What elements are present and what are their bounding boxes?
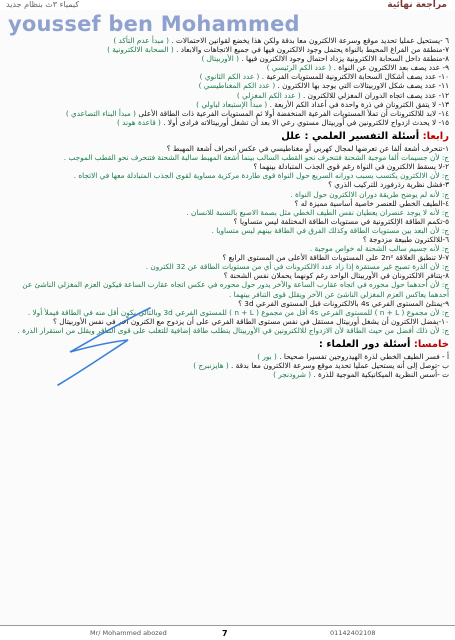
section-5-heading: [8, 340, 449, 349]
list-item: [8, 144, 449, 162]
item-answer: ( بور ): [257, 352, 277, 362]
list-item: [8, 217, 449, 235]
item-text: ٨-يتنافر الالكترونان في الأوربيتال الواحد رغم كونهما يحملان نفس الشحنة ؟: [223, 271, 449, 281]
item-answer: ( عدد الكم الرئيسي ): [266, 63, 332, 73]
item-text: ٩- عدد يصف بعد الالكترون عن النواة .: [333, 63, 449, 73]
list-item: [8, 118, 449, 127]
questions-content: [8, 36, 449, 379]
scientists-list: [8, 352, 449, 379]
item-text: ٨-منطقة داخل السحابة الالكترونية يزداد احتمال وجود الالكترون فيها .: [241, 54, 449, 64]
list-item: [8, 36, 449, 45]
item-text: ٢-لا يسقط الالكترون في النواة رغم قوى الجذب المتبادلة بينهما ؟: [253, 162, 449, 172]
item-answer: ج: لأن الذرة تصبح غير مستقرة إذا زاد عدد الالكترونات في أي من مستويات الطاقة عن 32 الكترون .: [145, 262, 449, 272]
item-answer: ج: لأن البعد بين مستويات الطاقة وكذلك الفرق في الطاقة بينهم ليس متساويا .: [211, 225, 449, 235]
list-item: [8, 317, 449, 335]
list-item: [8, 81, 449, 90]
page-header: [0, 0, 455, 10]
item-answer: ج: لأنه جسيم سالب الشحنة له خواص موجية .: [309, 244, 449, 254]
item-answer: ج: لأن جسيمات ألفا موجبة الشحنة فتنحرف نحو القطب السالب بينما أشعة المهبط سالبة الشحنة فتنحرف نحو القطب الموجب .: [63, 153, 449, 163]
item-answer: ج: لأنه لا يوجد عنصران يعطيان نفس الطيف الخطي مثل بصمة الاصبع بالنسبة للانسان .: [186, 207, 449, 217]
item-answer: ج: لأن الالكترون يكتسب بسبب دورانه السريع حول النواة قوى طاردة مركزية مساوية لقوى الجذب المتبادلة معها في الاتجاه .: [73, 171, 449, 181]
list-item: [8, 180, 449, 198]
item-text: ١٢- عدد يصف اتجاه الدوران المغزلي للالكترون .: [303, 90, 449, 100]
item-answer: ( مبدأ عدم التأكد ): [113, 36, 169, 45]
footer-phone: 01142402108: [330, 629, 376, 637]
item-text: ٧-لا تنطبق العلاقة 2n² على المستويات الطاقة الأعلى من المستوى الرابع ؟: [222, 253, 449, 263]
item-answer: ( الأوربيتال ): [201, 54, 239, 64]
footer-page-number: 7: [222, 629, 228, 638]
item-text: ٣-فشل نظرية رذرفورد للتركيب الذري ؟: [328, 180, 449, 190]
item-text: ١٠- عدد يصف أشكال السحابة الالكترونية للمستويات الفرعية .: [261, 72, 449, 82]
item-answer: ج: لأن أحدهما حول محوره في اتجاه عقارب الساعة والآخر يدور حول محوره في عكس اتجاه عقارب الساعة فيكون العزم المغزلي الناشئ عن أحدهما يعاكس العزم المغزلي الناشئ عن الآخر ويقلل قوى التنافر بينهما .: [22, 280, 449, 299]
item-answer: ( السحابة الالكترونية ): [107, 45, 174, 55]
list-item: [8, 109, 449, 118]
list-item: [8, 235, 449, 253]
page-footer: [0, 625, 455, 640]
item-text: ١٠-يفضل الالكترون أن يشغل أوربيتال مستقل في نفس مستوى الطاقة الفرعي على أن يزدوج مع الكترون آخر في نفس الأوربيتال ؟: [53, 316, 449, 326]
item-answer: ( شرودنجر ): [273, 370, 312, 380]
item-answer: ج: لأن ذلك أفضل من حيث الطاقة لأن الازدواج للالكترونين في الأوربيتال يتطلب طاقة إضافية للتغلب على قوى التنافر ويقلل من استقرار الذرة .: [17, 325, 449, 335]
item-text: ٤-الطيف الخطي للعنصر خاصية أساسية مميزة له ؟: [294, 198, 449, 208]
section-5-number: خامسا:: [413, 339, 449, 350]
item-text: ٥-تكمم الطاقة الإلكترونية في مستويات الطاقة المختلفة ليس متساويا ؟: [233, 216, 449, 226]
list-item: [8, 253, 449, 271]
list-item: [8, 45, 449, 54]
item-text: ٩-يمتلئ المستوى الفرعي 4s بالالكترونات قبل المستوى الفرعي 3d ؟: [238, 298, 449, 308]
section-5-title: أسئلة دور العلماء :: [318, 339, 411, 350]
item-answer: ( قاعدة هوند ): [117, 117, 161, 127]
footer-author: Mr/ Mohammed abozed: [90, 629, 167, 637]
list-item: [8, 271, 449, 298]
section-4-title: أسئلة التفسير العلمي : علل: [281, 130, 420, 142]
list-item: [8, 370, 449, 379]
item-text: ٦-للالكترون طبيعة مزدوجة ؟: [362, 234, 449, 244]
section-4-heading: [8, 132, 449, 141]
item-text: أ - فسر الطيف الخطي لذرة الهيدروجين تفسيرا صحيحا .: [279, 352, 449, 362]
item-text: ١٣- لا يتفق الكترونان في ذرة واحدة في أعداد الكم الأربعة .: [269, 99, 449, 109]
item-text: ٧-منطقة من الفراغ المحيط بالنواة يحتمل وجود الالكترون فيها في جميع الاتجاهات والابعاد .: [176, 45, 449, 55]
list-item: [8, 100, 449, 109]
definitions-list: [8, 36, 449, 127]
item-answer: ( عدد الكم الثانوي ): [199, 72, 260, 82]
item-text: ٦ -يستحيل عمليا تحديد موقع وسرعة الالكترون معا بدقة ولكن هذا يخضع لقوانين الاحتمالات .: [171, 36, 449, 45]
item-answer: ( عدد الكم المغناطيسي ): [198, 81, 276, 91]
item-text: ١١- عدد يصف شكل الاوربيتالات التي يوجد بها الالكترون .: [277, 81, 449, 91]
item-text: ١٥- لا يحدث ازدواج لالكترونين في أوربيتال مستوي رعي الا بعد أن تشغل أوربيتالاته فرادى أولا .: [163, 117, 449, 127]
item-answer: ج: لأن مجموع ( n + L ) للمستوى الفرعي 4s أقل من مجموع ( n + L ) للمستوى الفرعي 3d وبالتالي يكون أقل منه في الطاقة فيملأ أولا .: [27, 307, 449, 317]
section-4-number: رابعا:: [422, 130, 449, 142]
list-item: [8, 299, 449, 317]
item-answer: ( مبدأ الإستبعاد لباولي ): [196, 99, 268, 109]
header-subject: كيمياء ٣ث بنظام جديد: [6, 0, 80, 9]
explanations-list: [8, 144, 449, 335]
list-item: [8, 72, 449, 81]
list-item: [8, 54, 449, 63]
item-answer: ( عدد الكم المغزلي ): [236, 90, 301, 100]
header-title: مراجعة نهائية: [387, 0, 447, 10]
list-item: [8, 199, 449, 217]
item-text: ت -أسس النظرية الميكانيكية الموجية للذرة .: [313, 370, 449, 380]
list-item: [8, 162, 449, 180]
list-item: [8, 91, 449, 100]
item-text: ١-تنحرف أشعة ألفا عن تعرضها لمجال كهربي أو مغناطيسي في عكس انحراف أشعة المهبط ؟: [166, 144, 449, 154]
list-item: [8, 361, 449, 370]
watermark-text: youssef ben Mohammed: [8, 12, 300, 36]
list-item: [8, 352, 449, 361]
item-answer: ج: لأنه لم يوضح طريقة دوران الالكترون حول النواة .: [290, 189, 449, 199]
item-answer: ( مبدأ البناء التصاعدي ): [65, 108, 137, 118]
list-item: [8, 63, 449, 72]
item-text: ب -توصل إلى أنه يستحيل عمليا تحديد موقع وسرعة الالكترون معا بدقة .: [231, 361, 449, 371]
item-text: ١٤- لابد للالكترونات أن تملأ المستويات الفرعية المنخفضة أولا ثم المستويات الفرعية ذات الطاقة الأعلى: [138, 108, 449, 118]
item-answer: ( هايزنبرج ): [193, 361, 229, 371]
